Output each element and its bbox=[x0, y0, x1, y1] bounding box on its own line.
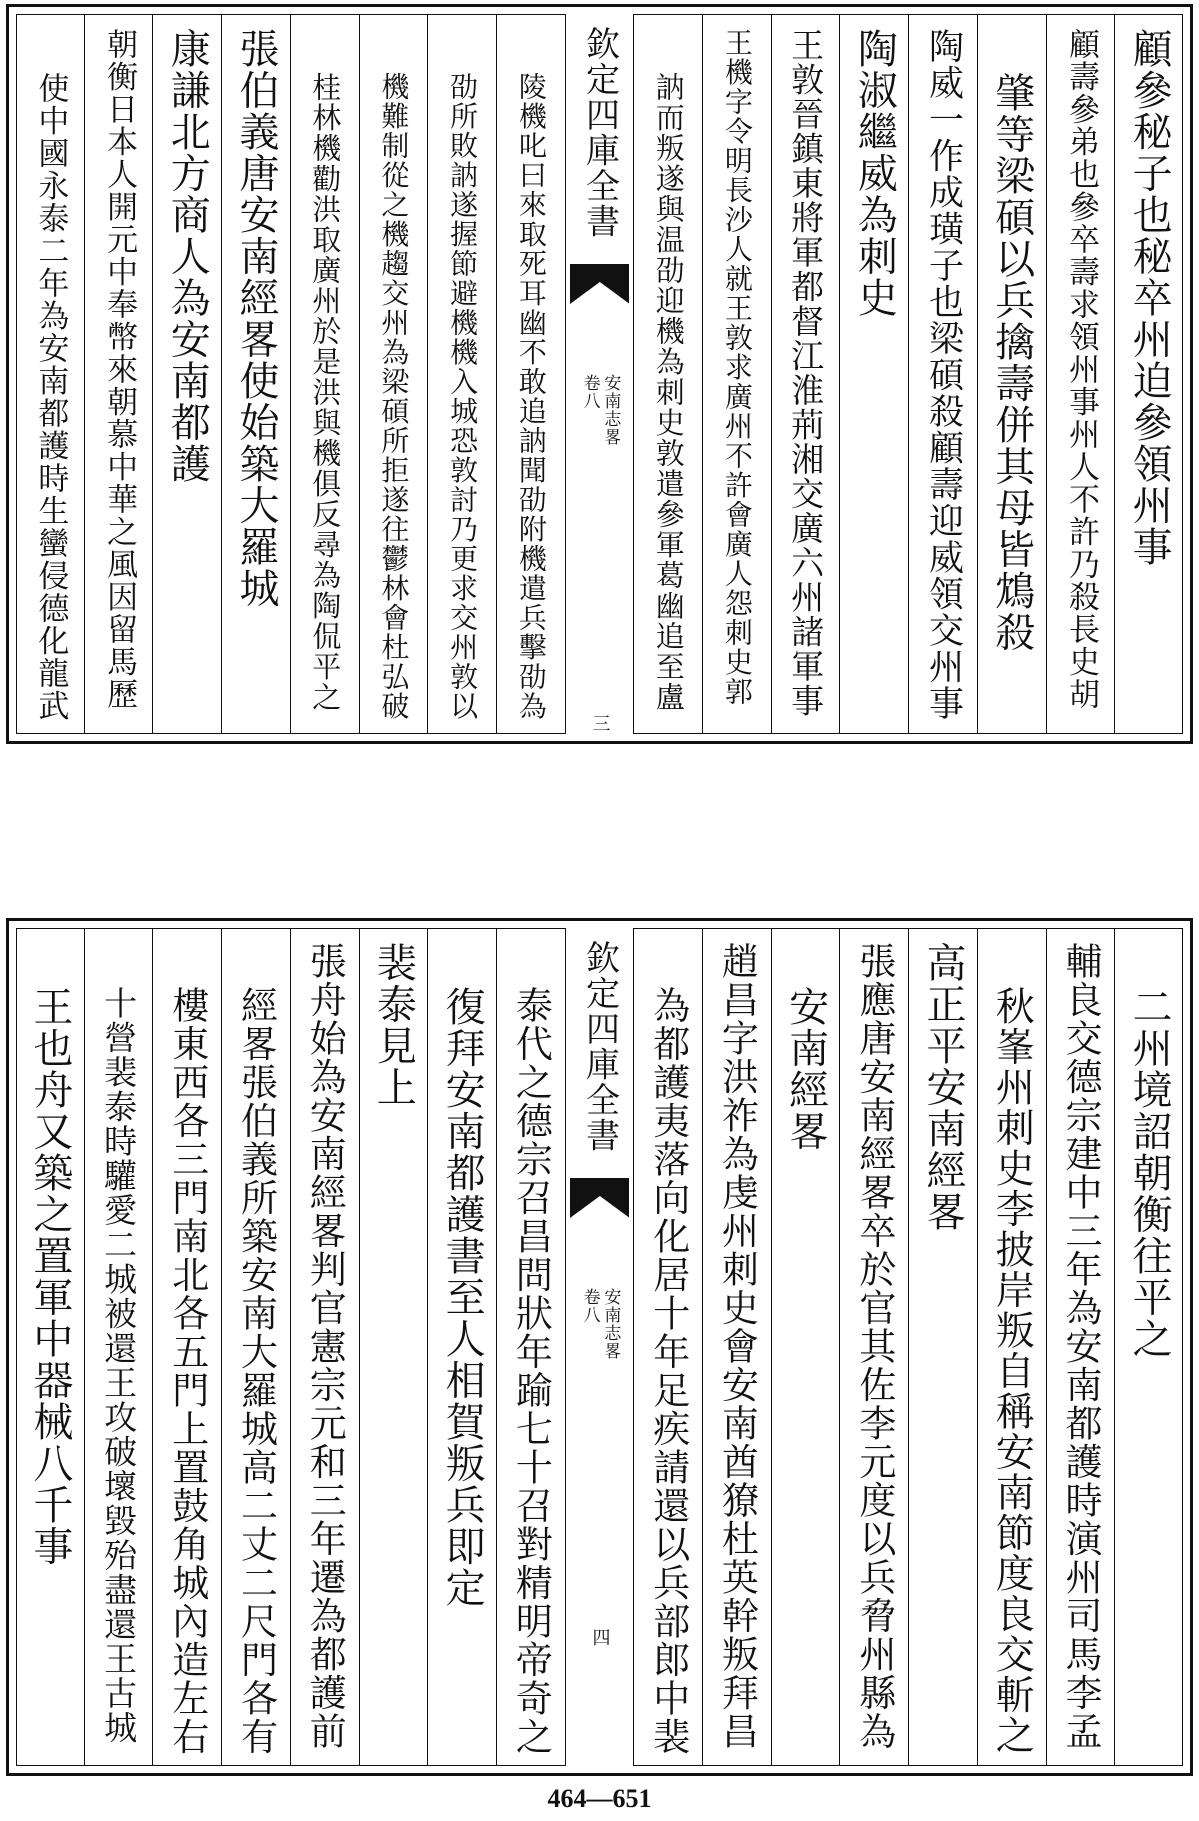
column-text: 劭所敗訥遂握節避機機入城恐敦討乃更求交州敦以 bbox=[446, 72, 480, 721]
column-text: 陶威一作成璜子也梁碩殺顧壽迎威領交州事 bbox=[923, 28, 964, 722]
column-text: 康謙北方商人為安南都護 bbox=[164, 28, 211, 485]
column-text: 桂林機勸洪取廣州於是洪與機俱反尋為陶侃平之 bbox=[308, 72, 343, 713]
column-text: 張應唐安南經畧卒於官其佐李元度以兵脅州縣為 bbox=[852, 942, 896, 1751]
column-text: 安南經畧 bbox=[782, 986, 829, 1152]
text-column bbox=[1114, 928, 1183, 1766]
text-column bbox=[221, 14, 290, 734]
text-column bbox=[908, 928, 977, 1766]
fish-tail-mark bbox=[570, 264, 630, 304]
text-column bbox=[1046, 14, 1115, 734]
text-column bbox=[702, 928, 771, 1766]
text-column bbox=[290, 14, 359, 734]
column-text: 為都護夷落向化居十年足疾請還以兵部郎中裴 bbox=[646, 986, 690, 1756]
text-column bbox=[290, 928, 359, 1766]
text-column bbox=[1114, 14, 1183, 734]
column-text: 趙昌字洪祚為虔州刺史會安南酋獠杜英幹叛拜昌 bbox=[715, 942, 759, 1751]
column-text: 顧壽參弟也參卒壽求領州事州人不許乃殺長史胡 bbox=[1062, 28, 1099, 711]
top-page bbox=[6, 4, 1193, 744]
center-page-number: 四 bbox=[589, 1628, 611, 1646]
center-margin bbox=[565, 928, 634, 1766]
text-column bbox=[839, 14, 908, 734]
text-column bbox=[1046, 928, 1115, 1766]
text-column bbox=[977, 14, 1046, 734]
text-column bbox=[702, 14, 771, 734]
text-column bbox=[839, 928, 908, 1766]
column-text: 訥而叛遂與温劭迎機為刺史敦遣參軍葛幽追至盧 bbox=[651, 72, 686, 713]
text-column bbox=[427, 14, 496, 734]
column-text: 顧參秘子也秘卒州迫參領州事 bbox=[1126, 28, 1173, 568]
column-text: 二州境詔朝衡往平之 bbox=[1126, 986, 1173, 1360]
text-column bbox=[496, 928, 565, 1766]
column-text: 泰代之德宗召昌問狀年踰七十召對精明帝奇之 bbox=[509, 986, 553, 1756]
center-page-number: 三 bbox=[589, 714, 611, 732]
column-text: 秋峯州刺史李披岸叛自稱安南節度良交斬之 bbox=[989, 986, 1035, 1756]
text-column bbox=[633, 928, 702, 1766]
column-text: 樓東西各三門南北各五門上置鼓角城內造左右 bbox=[165, 986, 209, 1756]
center-title: 欽定四庫全書 bbox=[579, 940, 620, 1153]
column-text: 十營裴泰時驩愛二城被還王攻破壞毀殆盡還王古城 bbox=[99, 986, 139, 1745]
column-text: 王也舟又築之置軍中器械八千事 bbox=[26, 986, 73, 1567]
text-column bbox=[84, 14, 153, 734]
column-text: 張舟始為安南經畧判官憲宗元和三年遷為都護前 bbox=[303, 942, 347, 1751]
fish-tail-mark bbox=[570, 1178, 630, 1218]
center-book-title: 安南志畧 bbox=[600, 374, 621, 446]
text-column bbox=[84, 928, 153, 1766]
text-column bbox=[977, 928, 1046, 1766]
text-column bbox=[152, 14, 221, 734]
column-text: 肇等梁碩以兵擒壽併其母皆鴆殺 bbox=[988, 72, 1035, 653]
text-column bbox=[16, 14, 84, 734]
center-margin bbox=[565, 14, 634, 734]
text-column bbox=[633, 14, 702, 734]
column-text: 經畧張伯義所築安南大羅城高二丈二尺門各有 bbox=[234, 986, 278, 1756]
text-column bbox=[771, 14, 840, 734]
column-text: 機難制從之機趨交州為梁碩所拒遂往鬱林會杜弘破 bbox=[377, 72, 411, 721]
column-text: 陵機叱曰來取死耳幽不敢追訥聞劭附機遣兵擊劭為 bbox=[514, 72, 548, 721]
column-text: 復拜安南都護書至人相賀叛兵即定 bbox=[439, 986, 486, 1609]
text-column bbox=[359, 14, 428, 734]
text-column bbox=[908, 14, 977, 734]
center-volume: 卷八 bbox=[579, 374, 600, 410]
text-column bbox=[152, 928, 221, 1766]
center-book-title: 安南志畧 bbox=[600, 1288, 621, 1360]
column-text: 裴泰見上 bbox=[370, 942, 417, 1108]
center-volume: 卷八 bbox=[579, 1288, 600, 1324]
text-column bbox=[359, 928, 428, 1766]
text-column bbox=[496, 14, 565, 734]
text-column bbox=[221, 928, 290, 1766]
column-text: 輔良交德宗建中三年為安南都護時演州司馬李孟 bbox=[1058, 942, 1102, 1751]
column-text: 朝衡日本人開元中奉幣來朝慕中華之風因留馬歷 bbox=[101, 28, 138, 711]
column-grid bbox=[16, 14, 1183, 734]
page-footer-number: 464—651 bbox=[547, 1784, 652, 1813]
column-grid bbox=[16, 928, 1183, 1766]
center-title: 欽定四庫全書 bbox=[579, 26, 620, 239]
text-column bbox=[771, 928, 840, 1766]
text-column bbox=[427, 928, 496, 1766]
column-text: 張伯義唐安南經畧使始築大羅城 bbox=[233, 28, 279, 609]
column-text: 王敦晉鎮東將軍都督江淮荊湘交廣六州諸軍事 bbox=[786, 28, 826, 718]
column-text: 高正平安南經畧 bbox=[920, 942, 967, 1233]
column-text: 王機字令明長沙人就王敦求廣州不許會廣人怨刺史郭 bbox=[720, 28, 754, 707]
column-text: 使中國永泰二年為安南都護時生蠻侵德化龍武 bbox=[32, 72, 69, 722]
text-column bbox=[16, 928, 84, 1766]
column-text: 陶淑繼威為刺史 bbox=[851, 28, 898, 319]
bottom-page bbox=[6, 918, 1193, 1776]
